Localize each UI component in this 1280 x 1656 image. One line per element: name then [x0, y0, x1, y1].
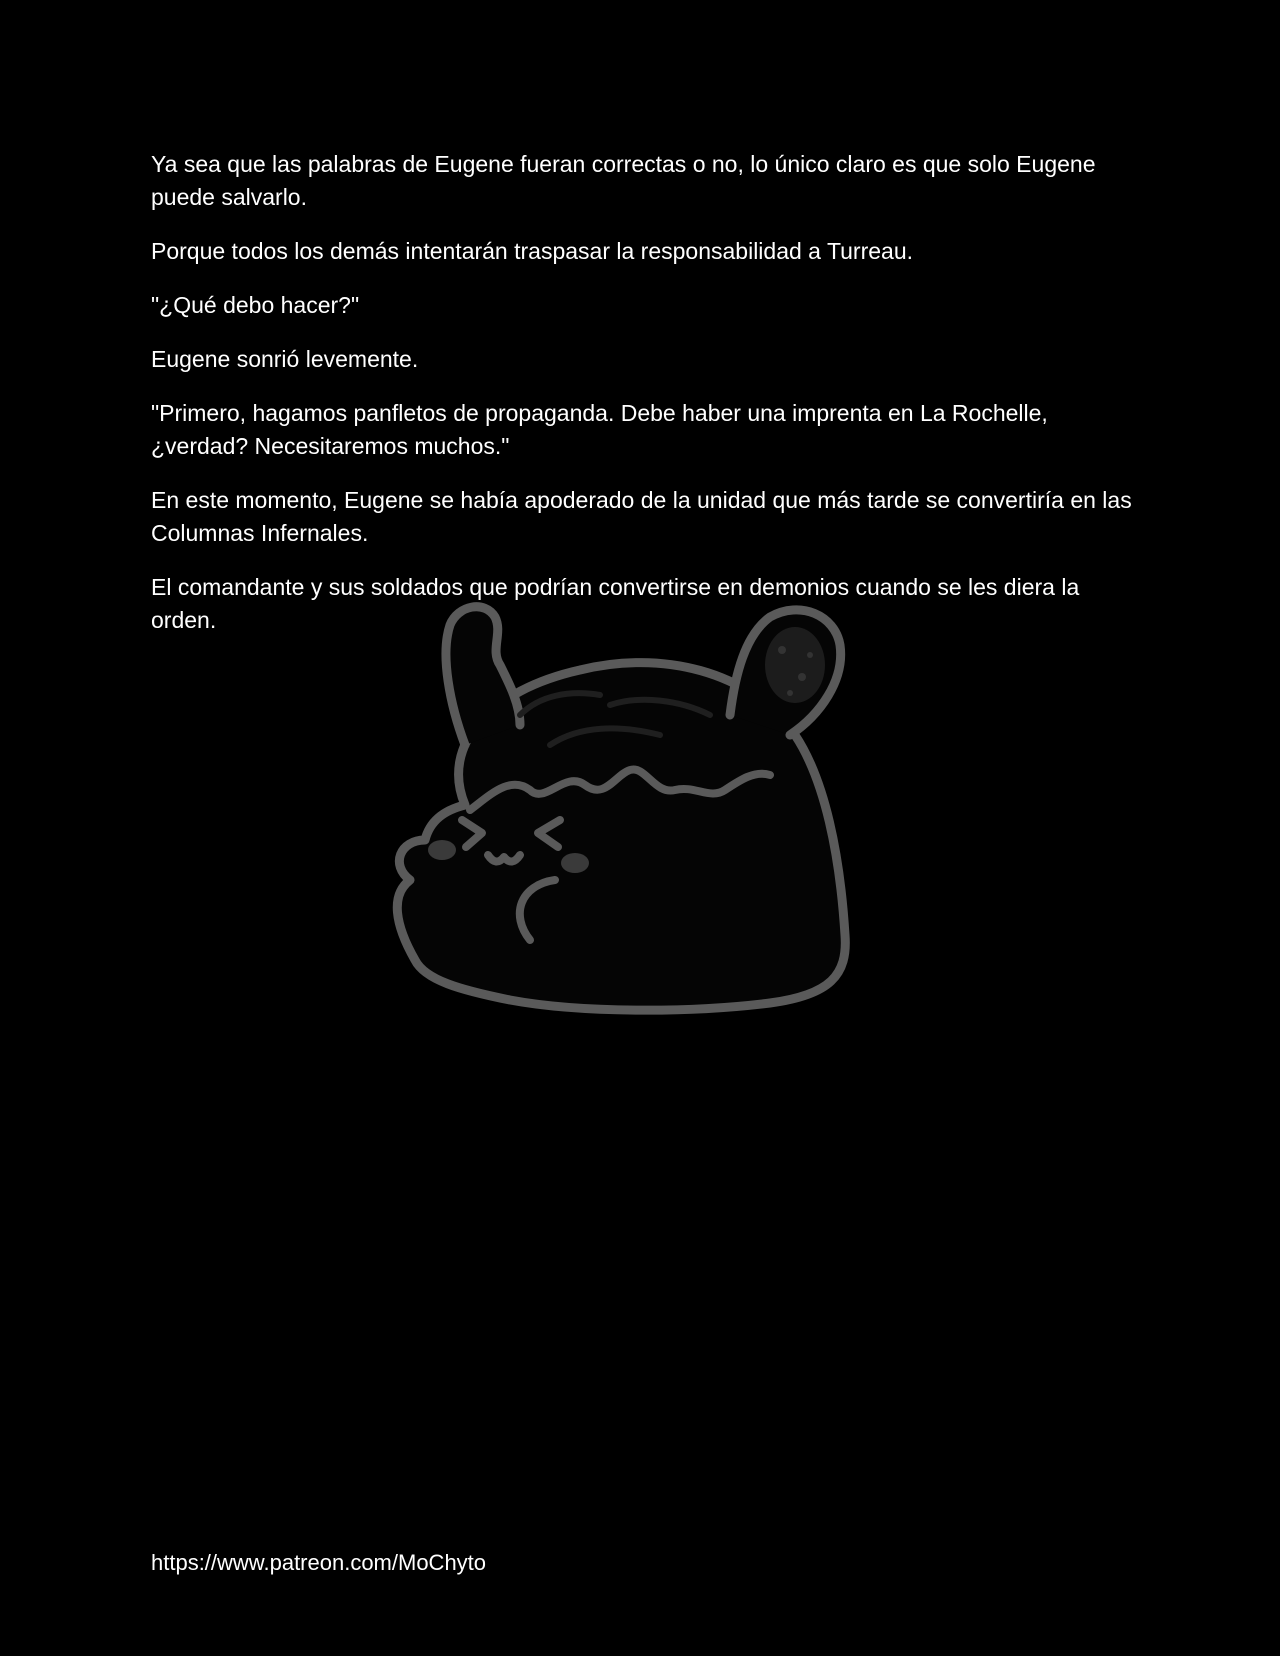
chibi-creature-watermark-icon — [370, 595, 910, 1065]
chapter-text — [151, 148, 1141, 658]
paragraph: El comandante y sus soldados que podrían convertirse en demonios cuando se les diera la orden. — [151, 574, 1080, 633]
paragraph: Porque todos los demás intentarán traspasar la responsabilidad a Turreau. — [151, 238, 914, 264]
patreon-link[interactable]: https://www.patreon.com/MoChyto — [151, 1550, 487, 1575]
paragraph: Ya sea que las palabras de Eugene fueran correctas o no, lo único claro es que solo Eugene puede salvarlo. — [151, 151, 1096, 210]
paragraph: Eugene sonrió levemente. — [151, 346, 419, 372]
paragraph: En este momento, Eugene se había apoderado de la unidad que más tarde se convertiría en las Columnas Infernales. — [151, 487, 1132, 546]
paragraph: "Primero, hagamos panfletos de propaganda. Debe haber una imprenta en La Rochelle, ¿verdad? Necesitaremos muchos." — [151, 400, 1048, 459]
paragraph: "¿Qué debo hacer?" — [151, 292, 360, 318]
